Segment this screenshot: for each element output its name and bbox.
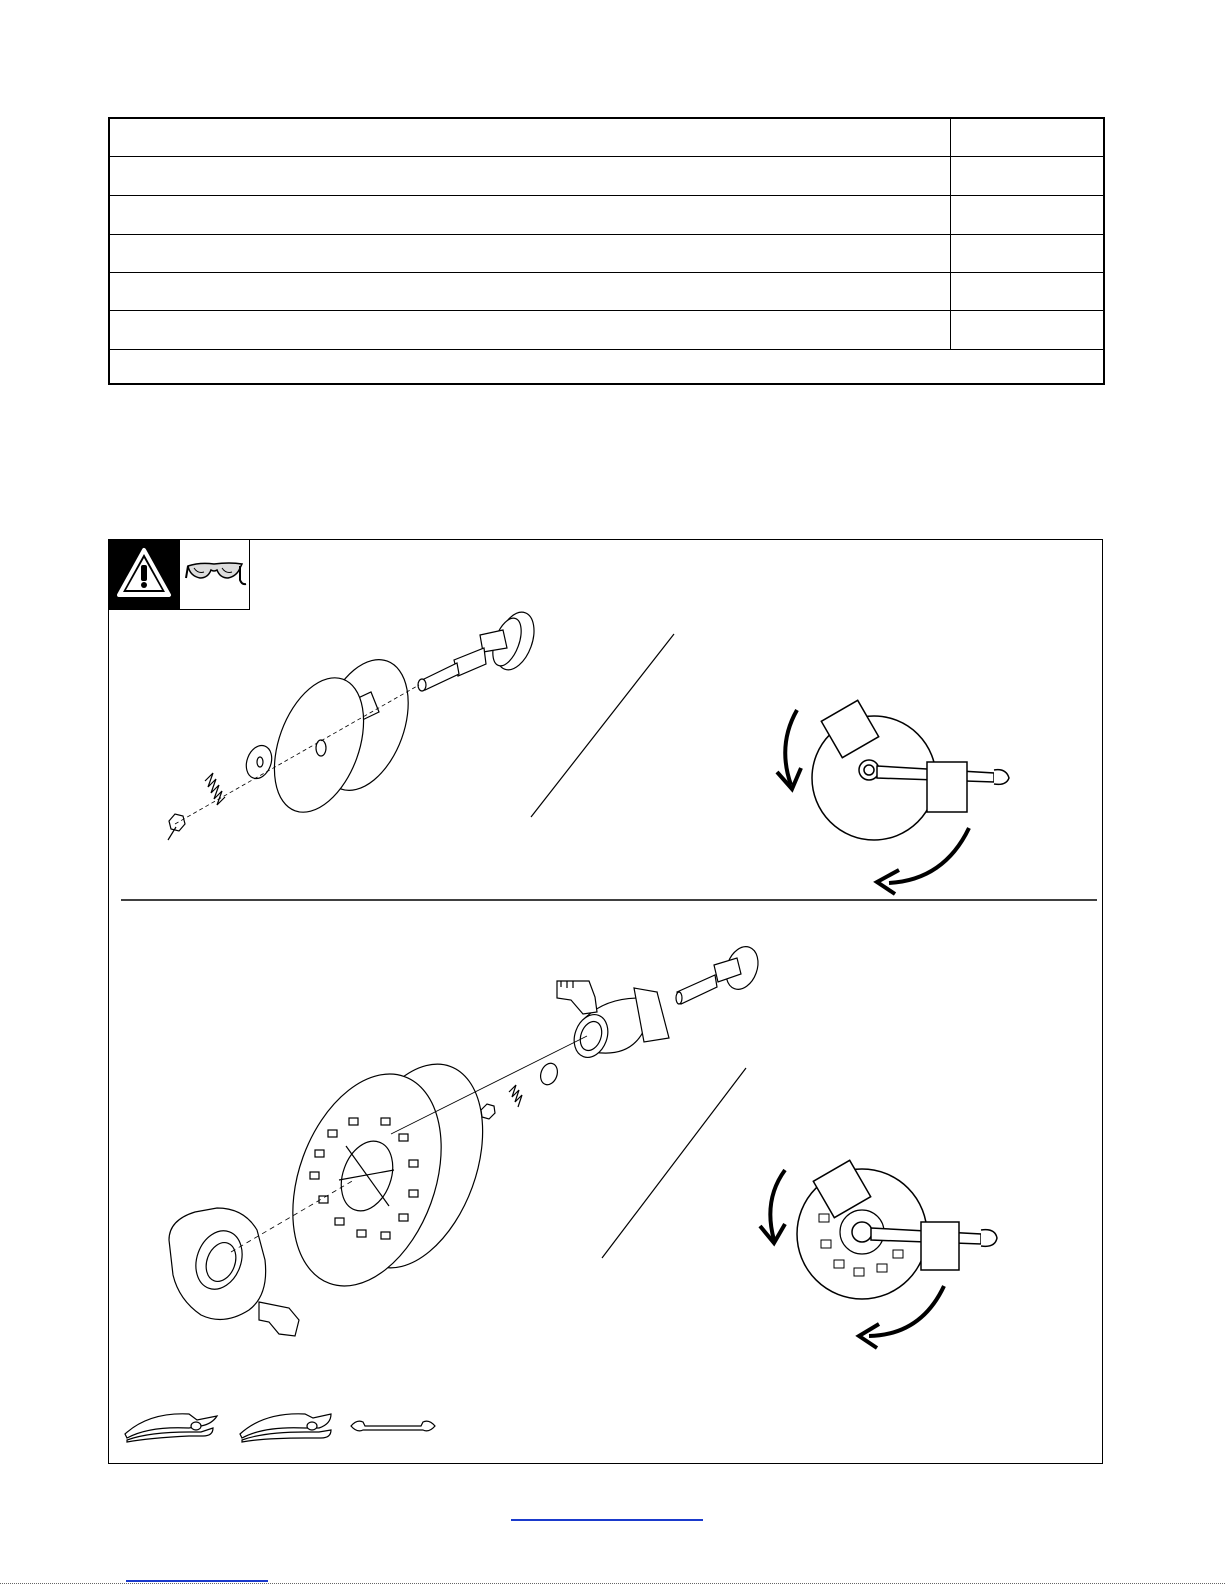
flange-slot <box>328 1130 337 1137</box>
bottom-wrench-rotation-view <box>760 1160 997 1348</box>
table-cell-value <box>951 119 1103 156</box>
small-spool-exploded-view <box>168 607 541 840</box>
flange-slot <box>409 1190 418 1197</box>
table-row <box>110 196 1103 235</box>
wrench-icon <box>351 1421 435 1431</box>
hand-icon <box>921 1222 959 1270</box>
table-cell-value <box>951 235 1103 272</box>
table-cell-value <box>951 273 1103 310</box>
top-wrench-rotation-view <box>777 700 1009 894</box>
table-row <box>110 235 1103 273</box>
large-spool-exploded-view <box>169 942 764 1319</box>
flange-slot <box>409 1160 418 1167</box>
table-cell-value <box>951 311 1103 349</box>
flange-slot <box>399 1134 408 1141</box>
hand-icon <box>927 762 967 812</box>
spool-assembly-diagram <box>109 540 1104 1465</box>
table-cell-label <box>110 157 951 195</box>
flange-slot <box>381 1118 390 1125</box>
table-row <box>110 273 1103 311</box>
flange-slot <box>335 1218 344 1225</box>
table-cell-value <box>951 196 1103 234</box>
footer-link[interactable] <box>126 1580 268 1582</box>
divider-diagonal <box>602 1068 746 1258</box>
table-cell-label <box>110 235 951 272</box>
flange-slot <box>349 1118 358 1125</box>
footer-link[interactable] <box>511 1519 703 1521</box>
table-cell-label <box>110 196 951 234</box>
wire-cutter-icon <box>240 1414 331 1442</box>
diagram-panel <box>108 539 1103 1464</box>
table-row <box>110 157 1103 196</box>
spec-table <box>108 117 1105 385</box>
hand-pointer-icon <box>557 981 597 1014</box>
needle-nose-pliers-icon <box>125 1414 217 1442</box>
table-cell-value <box>951 157 1103 195</box>
divider-diagonal <box>531 634 674 817</box>
flange-slot <box>357 1230 366 1237</box>
flange-slot <box>381 1232 390 1239</box>
hand-pointer-icon <box>259 1302 299 1336</box>
table-row <box>110 119 1103 157</box>
table-cell-label <box>110 273 951 310</box>
table-cell-label <box>110 119 951 156</box>
table-cell-label <box>110 311 951 349</box>
flange-slot <box>310 1172 319 1179</box>
flange-slot <box>315 1150 324 1157</box>
table-footer <box>110 345 1103 383</box>
flange-slot <box>399 1214 408 1221</box>
